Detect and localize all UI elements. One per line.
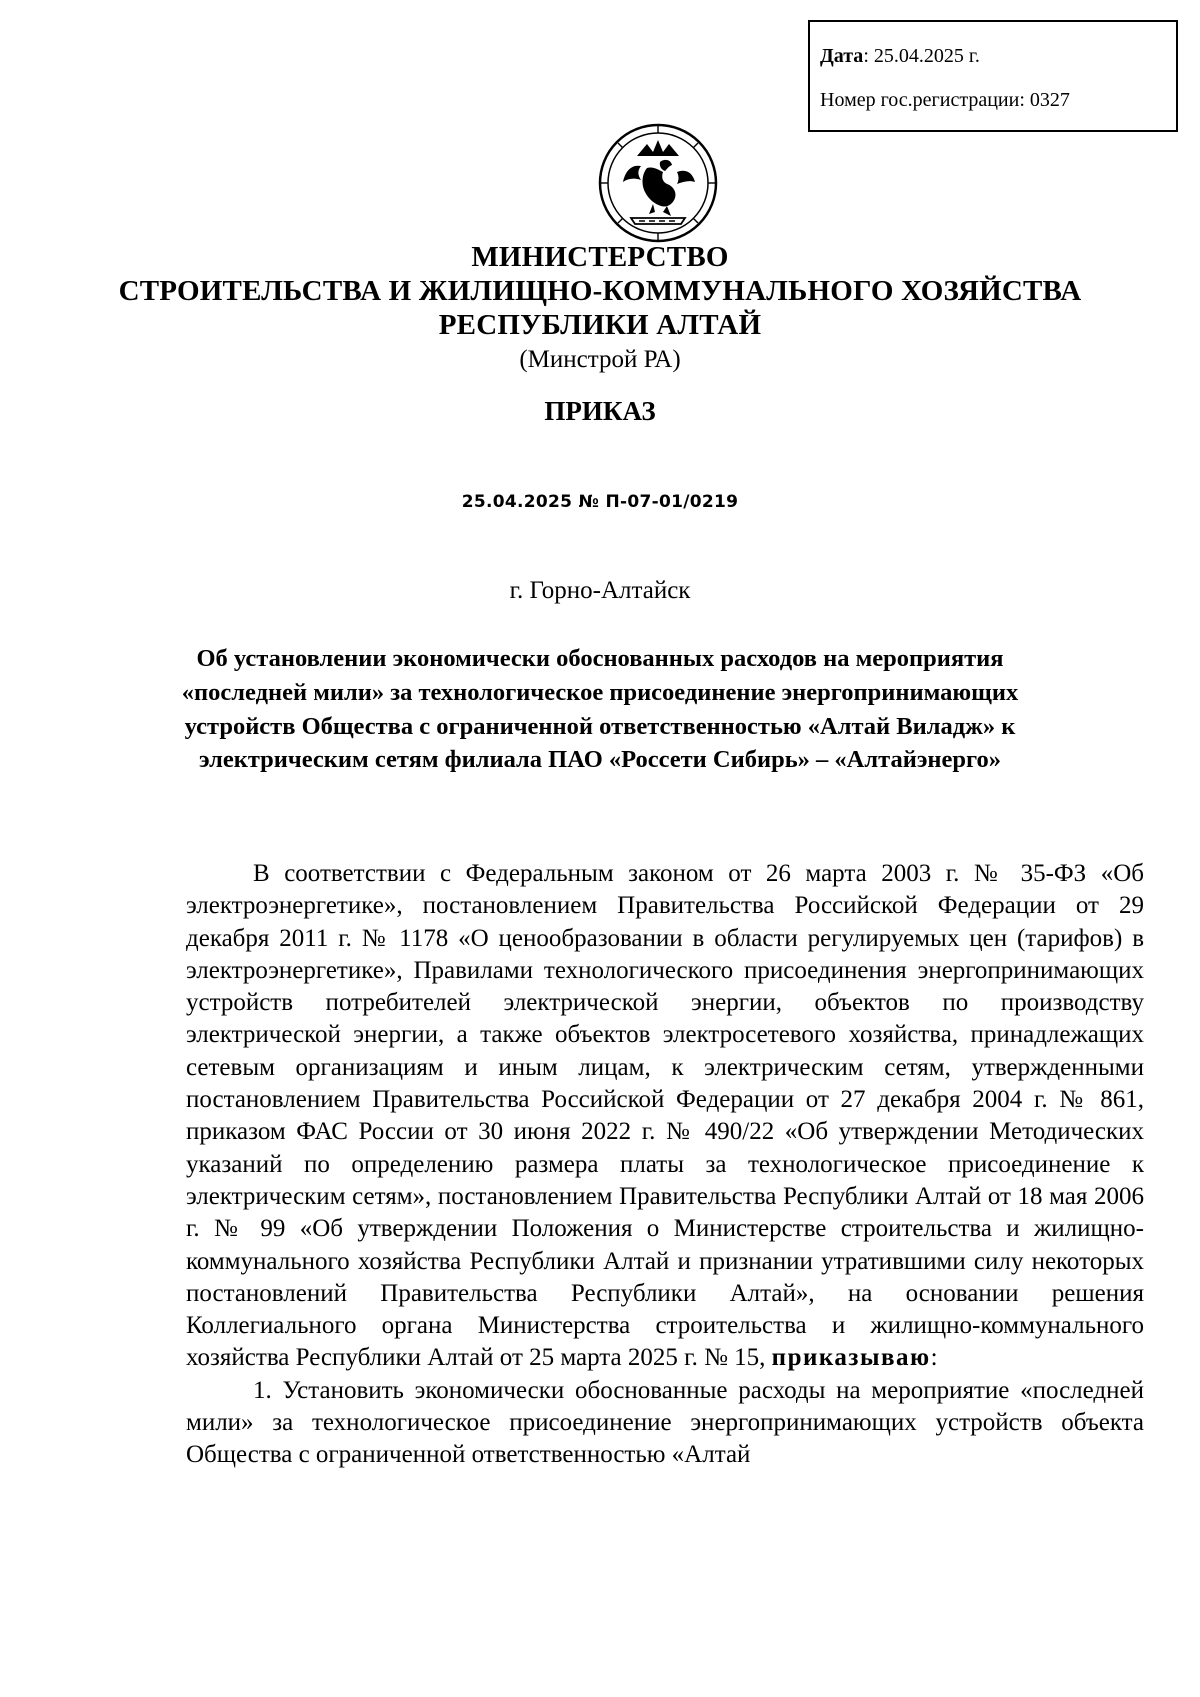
ministry-header bbox=[0, 240, 1200, 378]
order-body bbox=[186, 858, 1144, 1472]
preamble-paragraph bbox=[186, 858, 1144, 1375]
ministry-title-line3: РЕСПУБЛИКИ АЛТАЙ bbox=[438, 309, 762, 341]
registration-number-value: 0327 bbox=[1029, 89, 1070, 111]
preamble-text: В соответствии с Федеральным законом от 26 марта 2003 г. № 35-ФЗ «Об электроэнергетике», постановлением Правительства Российской Федерации от 29 декабря 2011 г. № 1178 «О ценообразовании в области регулируемых цен (тарифов) в электроэнергетике», Правилами технологического присоединения энергопринимающих устройств потребителей электрической энергии, объектов по производству электрической энергии, а также объектов электросетевого хозяйства, принадлежащих сетевым организациям и иным лицам, к электрическим сетям, утвержденными постановлением Правительства Российской Федерации от 27 декабря 2004 г. № 861, приказом ФАС России от 30 июня 2022 г. № 490/22 «Об утверждении Методических указаний по определению размера платы за технологическое присоединение к электрическим сетям», постановлением Правительства Республики Алтай от 18 мая 2006 г. № 99 «Об утверждении Положения о Министерстве строительства и жилищно-коммунального хозяйства Республики Алтай и признании утратившими силу некоторых постановлений Правительства Республики Алтай», на основании решения Коллегиального органа Министерства строительства и жилищно-коммунального хозяйства Республики Алтай от 25 марта 2025 г. № 15, bbox=[186, 860, 1144, 1372]
item-1-paragraph: 1. Установить экономически обоснованные расходы на мероприятие «последней мили» за технологическое присоединение энергопринимающих устройств объекта Общества с ограниченной ответственностью «Алтай bbox=[186, 1376, 1144, 1469]
document-type-title: ПРИКАЗ bbox=[544, 396, 656, 426]
order-date-number: 25.04.2025 № П-07-01/0219 bbox=[461, 492, 739, 512]
registration-box bbox=[808, 20, 1178, 132]
decree-punct: : bbox=[930, 1344, 938, 1372]
registration-date-value: 25.04.2025 г. bbox=[873, 45, 980, 67]
registration-number-row: Номер гос.регистрации: 0327 bbox=[820, 89, 1070, 111]
registration-date-row: Дата: 25.04.2025 г. bbox=[820, 45, 980, 67]
ministry-title-line1: МИНИСТЕРСТВО bbox=[471, 241, 729, 273]
registration-date-label: Дата bbox=[820, 45, 864, 67]
order-subject: Об установлении экономически обоснованных расходов на мероприятия «последней мили» за технологическое присоединение энергопринимающих устройств Общества с ограниченной ответственностью «Алтай Виладж» к электрическим сетям филиала ПАО «Россети Сибирь» – «Алтайэнерго» bbox=[181, 645, 1019, 774]
state-emblem-icon bbox=[597, 122, 719, 244]
city-name: г. Горно-Алтайск bbox=[509, 577, 691, 604]
ministry-short-name: (Минстрой РА) bbox=[519, 346, 681, 373]
decree-word: приказываю bbox=[771, 1344, 931, 1372]
registration-number-label: Номер гос.регистрации bbox=[820, 89, 1020, 111]
ministry-title-line2: СТРОИТЕЛЬСТВА И ЖИЛИЩНО-КОММУНАЛЬНОГО ХОЗЯЙСТВА bbox=[118, 275, 1082, 307]
